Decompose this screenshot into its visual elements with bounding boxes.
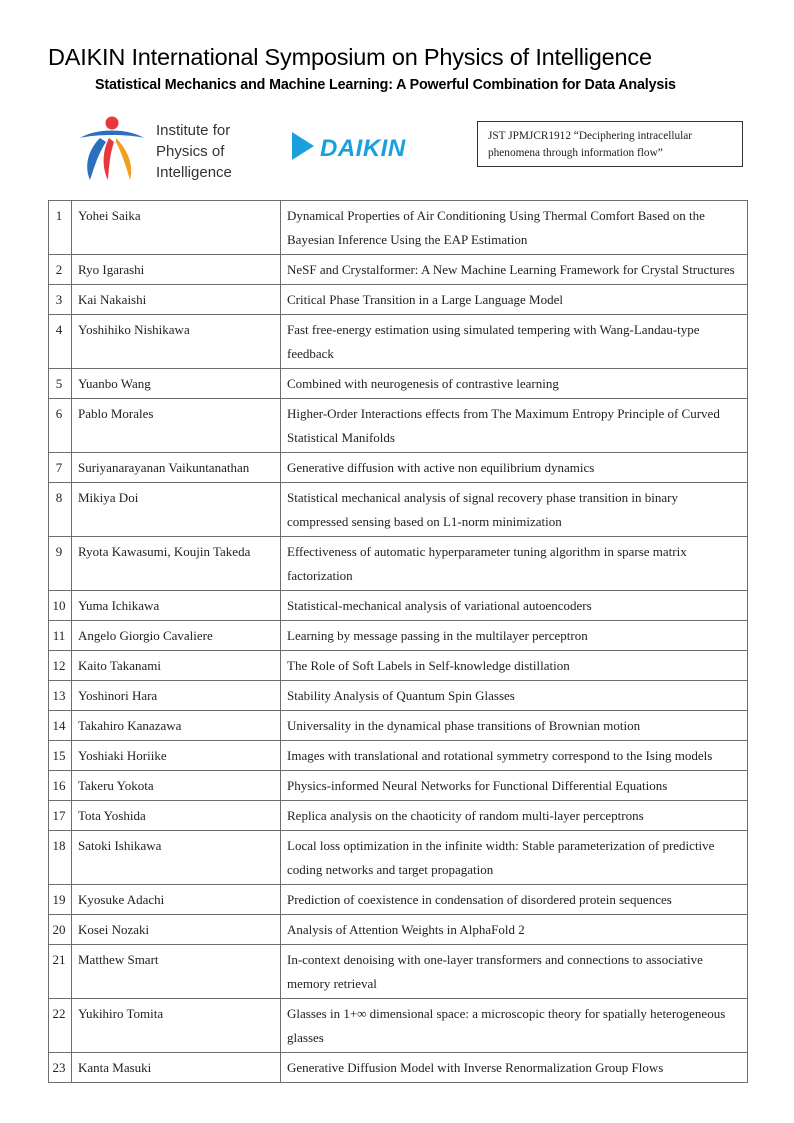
talk-title: Prediction of coexistence in condensation of disordered protein sequences [281, 885, 748, 915]
table-row [49, 315, 748, 369]
speaker-name: Yuanbo Wang [72, 369, 281, 399]
talk-title: Analysis of Attention Weights in AlphaFold 2 [281, 915, 748, 945]
talk-number: 2 [49, 255, 72, 285]
talk-number: 22 [49, 999, 72, 1053]
talk-number: 13 [49, 681, 72, 711]
grant-box [477, 121, 743, 167]
table-row [49, 801, 748, 831]
talk-number: 3 [49, 285, 72, 315]
talk-title: Combined with neurogenesis of contrastive learning [281, 369, 748, 399]
talk-number: 9 [49, 537, 72, 591]
table-row [49, 285, 748, 315]
institute-logo-line: Institute for [156, 122, 231, 139]
talk-number: 12 [49, 651, 72, 681]
table-row [49, 945, 748, 999]
talk-number: 17 [49, 801, 72, 831]
institute-logo-line: Intelligence [156, 164, 232, 181]
speaker-name: Matthew Smart [72, 945, 281, 999]
talk-number: 1 [49, 201, 72, 255]
table-row [49, 711, 748, 741]
speaker-name: Takeru Yokota [72, 771, 281, 801]
talk-title: Glasses in 1+∞ dimensional space: a microscopic theory for spatially heterogeneous glasses [281, 999, 748, 1053]
talk-title: Fast free-energy estimation using simulated tempering with Wang-Landau-type feedback [281, 315, 748, 369]
speaker-name: Yohei Saika [72, 201, 281, 255]
talk-title: In-context denoising with one-layer transformers and connections to associative memory retrieval [281, 945, 748, 999]
table-row [49, 453, 748, 483]
talk-number: 23 [49, 1053, 72, 1083]
talk-number: 14 [49, 711, 72, 741]
speaker-name: Kai Nakaishi [72, 285, 281, 315]
talks-table [48, 200, 748, 1083]
talk-title: Images with translational and rotational symmetry correspond to the Ising models [281, 741, 748, 771]
institute-logo-line: Physics of [156, 143, 225, 160]
table-row [49, 201, 748, 255]
talk-title: Statistical mechanical analysis of signal recovery phase transition in binary compressed sensing based on L1-norm minimization [281, 483, 748, 537]
table-row [49, 681, 748, 711]
talk-number: 16 [49, 771, 72, 801]
table-row [49, 399, 748, 453]
talk-number: 8 [49, 483, 72, 537]
table-row [49, 255, 748, 285]
table-row [49, 885, 748, 915]
table-row [49, 1053, 748, 1083]
talk-number: 10 [49, 591, 72, 621]
table-row [49, 537, 748, 591]
talk-title: Generative diffusion with active non equilibrium dynamics [281, 453, 748, 483]
speaker-name: Ryo Igarashi [72, 255, 281, 285]
table-row [49, 483, 748, 537]
talk-title: Local loss optimization in the infinite width: Stable parameterization of predictive coding networks and target propagation [281, 831, 748, 885]
speaker-name: Mikiya Doi [72, 483, 281, 537]
speaker-name: Kosei Nozaki [72, 915, 281, 945]
speaker-name: Yoshiaki Horiike [72, 741, 281, 771]
page-title: DAIKIN International Symposium on Physics of Intelligence [48, 44, 652, 70]
talk-title: Stability Analysis of Quantum Spin Glasses [281, 681, 748, 711]
talk-title: Critical Phase Transition in a Large Language Model [281, 285, 748, 315]
talk-number: 18 [49, 831, 72, 885]
talk-number: 11 [49, 621, 72, 651]
speaker-name: Kanta Masuki [72, 1053, 281, 1083]
speaker-name: Angelo Giorgio Cavaliere [72, 621, 281, 651]
talks-table-body [49, 201, 748, 1083]
speaker-name: Kaito Takanami [72, 651, 281, 681]
speaker-name: Ryota Kawasumi, Koujin Takeda [72, 537, 281, 591]
table-row [49, 771, 748, 801]
speaker-name: Suriyanarayanan Vaikuntanathan [72, 453, 281, 483]
talk-number: 7 [49, 453, 72, 483]
speaker-name: Tota Yoshida [72, 801, 281, 831]
table-row [49, 831, 748, 885]
table-row [49, 915, 748, 945]
table-row [49, 591, 748, 621]
talk-title: Higher-Order Interactions effects from The Maximum Entropy Principle of Curved Statistical Manifolds [281, 399, 748, 453]
grant-line: phenomena through information flow” [488, 147, 663, 159]
speaker-name: Satoki Ishikawa [72, 831, 281, 885]
daikin-logo [292, 128, 437, 164]
speaker-name: Yoshihiko Nishikawa [72, 315, 281, 369]
grant-line: JST JPMJCR1912 “Deciphering intracellular [488, 130, 693, 142]
page-subtitle: Statistical Mechanics and Machine Learning: A Powerful Combination for Data Analysis [95, 77, 676, 93]
talk-number: 19 [49, 885, 72, 915]
speaker-name: Kyosuke Adachi [72, 885, 281, 915]
daikin-triangle-icon [292, 132, 314, 160]
talk-number: 20 [49, 915, 72, 945]
talk-title: Learning by message passing in the multilayer perceptron [281, 621, 748, 651]
talk-number: 15 [49, 741, 72, 771]
table-row [49, 741, 748, 771]
speaker-name: Pablo Morales [72, 399, 281, 453]
talk-title: Generative Diffusion Model with Inverse Renormalization Group Flows [281, 1053, 748, 1083]
talk-title: Physics-informed Neural Networks for Functional Differential Equations [281, 771, 748, 801]
talk-number: 21 [49, 945, 72, 999]
talk-title: NeSF and Crystalformer: A New Machine Learning Framework for Crystal Structures [281, 255, 748, 285]
table-row [49, 651, 748, 681]
speaker-name: Yoshinori Hara [72, 681, 281, 711]
table-row [49, 621, 748, 651]
daikin-wordmark: DAIKIN [320, 135, 406, 162]
institute-mark-icon [76, 114, 148, 184]
speaker-name: Takahiro Kanazawa [72, 711, 281, 741]
speaker-name: Yukihiro Tomita [72, 999, 281, 1053]
speaker-name: Yuma Ichikawa [72, 591, 281, 621]
talk-title: Replica analysis on the chaoticity of random multi-layer perceptrons [281, 801, 748, 831]
talk-number: 5 [49, 369, 72, 399]
talk-title: Dynamical Properties of Air Conditioning Using Thermal Comfort Based on the Bayesian Inference Using the EAP Estimation [281, 201, 748, 255]
talk-title: Statistical-mechanical analysis of variational autoencoders [281, 591, 748, 621]
talk-title: Effectiveness of automatic hyperparameter tuning algorithm in sparse matrix factorization [281, 537, 748, 591]
talk-title: Universality in the dynamical phase transitions of Brownian motion [281, 711, 748, 741]
talk-number: 4 [49, 315, 72, 369]
talk-title: The Role of Soft Labels in Self-knowledge distillation [281, 651, 748, 681]
table-row [49, 369, 748, 399]
talk-number: 6 [49, 399, 72, 453]
institute-logo [76, 114, 276, 184]
table-row [49, 999, 748, 1053]
